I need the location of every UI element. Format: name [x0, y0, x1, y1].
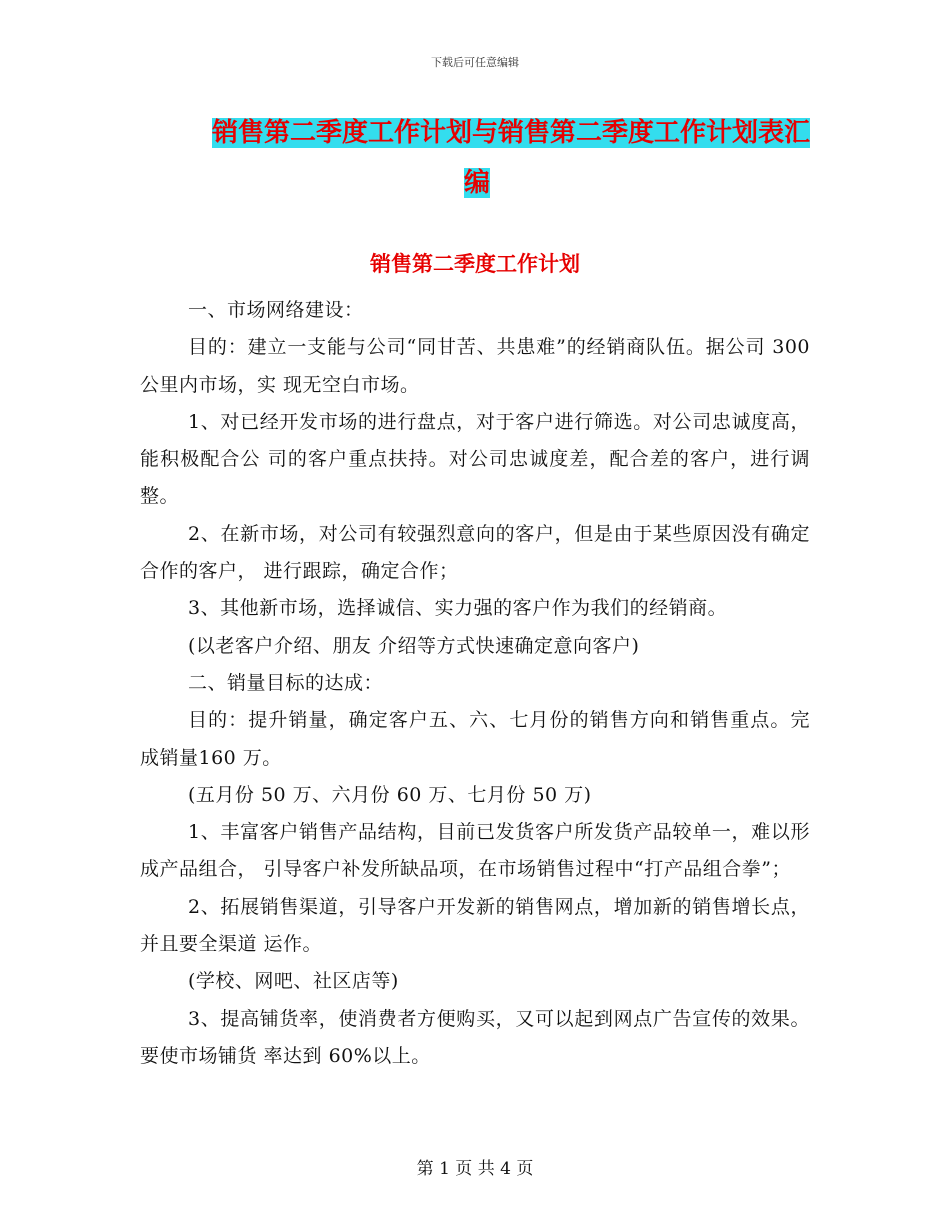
paragraph: (学校、网吧、社区店等) [188, 970, 399, 993]
document-title-line1: 销售第二季度工作计划与销售第二季度工作计划表汇 [211, 118, 810, 148]
paragraph: 一、市场网络建设： [188, 299, 364, 321]
section-title: 销售第二季度工作计划 [370, 252, 580, 276]
paragraph: 目的：建立一支能与公司“同甘苦、共患难”的经销商队伍。据公司 300 公里内市场，实 现无空白市场。 [140, 336, 810, 396]
paragraph: 1、对已经开发市场的进行盘点，对于客户进行筛选。对公司忠诚度高，能积极配合公 司的客户重点扶持。对公司忠诚度差，配合差的客户，进行调整。 [140, 410, 810, 508]
header-note: 下载后可任意编辑 [431, 56, 519, 69]
body-text [140, 292, 810, 1075]
paragraph: 3、其他新市场，选择诚信、实力强的客户作为我们的经销商。 [188, 597, 728, 620]
paragraph: 2、在新市场，对公司有较强烈意向的客户，但是由于某些原因没有确定合作的客户， 进行跟踪，确定合作； [140, 522, 810, 583]
paragraph: 2、拓展销售渠道，引导客户开发新的销售网点，增加新的销售增长点，并且要全渠道 运作。 [140, 895, 810, 956]
paragraph: 目的：提升销量，确定客户五、六、七月份的销售方向和销售重点。完成销量160 万。 [140, 709, 810, 769]
paragraph: 3、提高铺货率，使消费者方便购买，又可以起到网点广告宣传的效果。要使市场铺货 率达到 60%以上。 [140, 1007, 810, 1067]
page-number: 第 1 页 共 4 页 [416, 1159, 534, 1179]
paragraph: 二、销量目标的达成： [188, 671, 384, 694]
document-title-line2: 编 [463, 168, 490, 198]
paragraph: 1、丰富客户销售产品结构，目前已发货客户所发货产品较单一，难以形成产品组合， 引导客户补发所缺品项，在市场销售过程中“打产品组合拳”； [140, 821, 810, 881]
document-title [140, 108, 810, 208]
paragraph: (五月份 50 万、六月份 60 万、七月份 50 万) [188, 783, 592, 806]
paragraph: (以老客户介绍、朋友 介绍等方式快速确定意向客户) [188, 634, 640, 657]
